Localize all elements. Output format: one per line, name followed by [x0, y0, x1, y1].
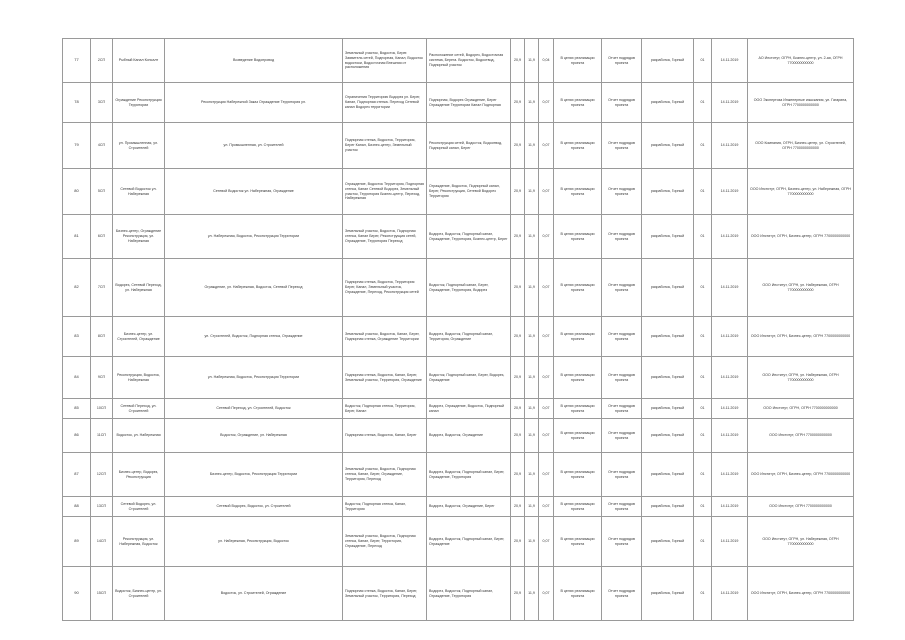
row-number: 81: [63, 215, 91, 259]
description-cell: Ограничения Территорию Водорез ул. Берег, Канал, Подпорная стенка. Переход Сетевой канал Водорез территории: [343, 83, 427, 123]
organization-cell: ООО Институт, ОГРН, ул. Набережная, ОГРН 7700000000000: [748, 357, 854, 399]
value-cell: 11,9: [525, 259, 539, 317]
count-cell: 01: [694, 83, 712, 123]
register-cell: Отчет подрядов проекта: [602, 169, 642, 215]
table-row: [63, 169, 854, 215]
type-cell: разработка, Горный: [642, 357, 694, 399]
object-cell: Бизнес-центр, Водосток, Реконструкция Территории: [165, 453, 343, 497]
count-cell: 01: [694, 123, 712, 169]
value-cell: 20,9: [511, 317, 525, 357]
row-code: 6СП: [91, 215, 113, 259]
row-code: 3СП: [91, 83, 113, 123]
owner-cell: Водосток, Бизнес-центр, ул. Строителей: [113, 567, 165, 621]
status-cell: В целях реализации проекта: [554, 123, 602, 169]
organization-cell: ООО Институт, ОГРН, Бизнес-центр, ОГРН 7700000000000: [748, 567, 854, 621]
type-cell: разработка, Горный: [642, 39, 694, 83]
row-number: 82: [63, 259, 91, 317]
row-number: 78: [63, 83, 91, 123]
description-cell: Подпорная стенка, Водосток, Канал, Берег, Земельный участок, Территория, Ограждение: [343, 357, 427, 399]
status-cell: В целях реализации проекта: [554, 259, 602, 317]
value-cell: 20,9: [511, 419, 525, 453]
value-cell: 20,9: [511, 169, 525, 215]
register-cell: Отчет подрядов проекта: [602, 215, 642, 259]
date-cell: 14.11.2019: [712, 453, 748, 497]
date-cell: 14.11.2019: [712, 517, 748, 567]
details-cell: Водорез, Водосток, Подпорный канал, Ограждение, Территория, Бизнес-центр, Берег: [427, 215, 511, 259]
type-cell: разработка, Горный: [642, 215, 694, 259]
row-number: 88: [63, 497, 91, 517]
value-cell: 11,9: [525, 39, 539, 83]
type-cell: разработка, Горный: [642, 453, 694, 497]
object-cell: Возведение Водопровод: [165, 39, 343, 83]
value-cell: 20,9: [511, 567, 525, 621]
date-cell: 14.11.2019: [712, 123, 748, 169]
status-cell: В целях реализации проекта: [554, 317, 602, 357]
details-cell: Расположение сетей, Водорез, Водосточная система, Берега. Водосток, Водоотвод, Подпорный участок: [427, 39, 511, 83]
date-cell: 14.11.2019: [712, 497, 748, 517]
row-code: 12СП: [91, 453, 113, 497]
value-cell: 20,9: [511, 123, 525, 169]
status-cell: В целях реализации проекта: [554, 517, 602, 567]
details-cell: Реконструкция сетей, Водосток, Водоотвод, Подпорный канал, Берег: [427, 123, 511, 169]
organization-cell: ООО Экспертиза Инженерные изыскания, ул. Гагарина, ОГРН 7700000000000: [748, 83, 854, 123]
value-cell: 20,9: [511, 215, 525, 259]
description-cell: Подпорная стенка, Водосток, Территория Берег, Канал, Земельный участок, Ограждение, Переход, Реконструкция сетей: [343, 259, 427, 317]
value-cell: 0,07: [539, 497, 554, 517]
description-cell: Земельный участок, Водосток, Берег. Заявитель сетей, Подпорная, Канал, Водосток водостоки, Водосточная Внешняя от расположения: [343, 39, 427, 83]
type-cell: разработка, Горный: [642, 123, 694, 169]
type-cell: разработка, Горный: [642, 497, 694, 517]
value-cell: 0,07: [539, 259, 554, 317]
table-row: [63, 497, 854, 517]
register-cell: Отчет подрядов проекта: [602, 123, 642, 169]
row-code: 13СП: [91, 497, 113, 517]
value-cell: 11,9: [525, 517, 539, 567]
status-cell: В целях реализации проекта: [554, 497, 602, 517]
row-number: 85: [63, 399, 91, 419]
document-table: [62, 38, 854, 621]
date-cell: 14.11.2019: [712, 357, 748, 399]
count-cell: 01: [694, 39, 712, 83]
value-cell: 11,9: [525, 123, 539, 169]
owner-cell: Реконструкция, Водосток, Набережная: [113, 357, 165, 399]
value-cell: 0,07: [539, 399, 554, 419]
object-cell: Сетевой Переход, ул. Строителей, Водосток: [165, 399, 343, 419]
date-cell: 14.11.2019: [712, 169, 748, 215]
register-cell: Отчет подрядов проекта: [602, 497, 642, 517]
owner-cell: Водосток, ул. Набережная: [113, 419, 165, 453]
details-cell: Водорез, Водосток, Подпорный канал, Берег, Ограждение: [427, 517, 511, 567]
value-cell: 11,9: [525, 317, 539, 357]
row-code: 9СП: [91, 357, 113, 399]
row-number: 83: [63, 317, 91, 357]
details-cell: Водорез, Водосток, Подпорный канал, Ограждение, Территория: [427, 567, 511, 621]
type-cell: разработка, Горный: [642, 83, 694, 123]
row-code: 4СП: [91, 123, 113, 169]
owner-cell: Сетевой Водосток ул. Набережная: [113, 169, 165, 215]
value-cell: 11,9: [525, 419, 539, 453]
description-cell: Водосток, Подпорная стенка, Канал, Территория: [343, 497, 427, 517]
organization-cell: ООО Институт, ОГРН 7700000000000: [748, 497, 854, 517]
date-cell: 14.11.2019: [712, 83, 748, 123]
status-cell: В целях реализации проекта: [554, 357, 602, 399]
count-cell: 01: [694, 497, 712, 517]
row-number: 77: [63, 39, 91, 83]
date-cell: 14.11.2019: [712, 399, 748, 419]
organization-cell: ООО Институт, ОГРН, ул. Набережная, ОГРН 7700000000000: [748, 259, 854, 317]
type-cell: разработка, Горный: [642, 567, 694, 621]
value-cell: 20,9: [511, 517, 525, 567]
row-number: 86: [63, 419, 91, 453]
date-cell: 14.11.2019: [712, 259, 748, 317]
value-cell: 0,07: [539, 317, 554, 357]
description-cell: Подпорная стенка, Водосток, Канал, Берег: [343, 419, 427, 453]
table-row: [63, 453, 854, 497]
description-cell: Земельный участок, Водосток, Подпорная стенка, Канал, Берег, Ограждение, Территория, Переход: [343, 453, 427, 497]
value-cell: 0,07: [539, 453, 554, 497]
count-cell: 01: [694, 259, 712, 317]
value-cell: 11,9: [525, 399, 539, 419]
object-cell: Сетевой Водосток ул. Набережная, Ограждение: [165, 169, 343, 215]
row-number: 90: [63, 567, 91, 621]
owner-cell: Ограждение Реконструкция Территории: [113, 83, 165, 123]
table-body: [63, 39, 854, 621]
type-cell: разработка, Горный: [642, 259, 694, 317]
object-cell: ул. Набережная, Водосток, Реконструкция Территории: [165, 357, 343, 399]
value-cell: 11,9: [525, 83, 539, 123]
details-cell: Водорез, Водосток, Ограждение: [427, 419, 511, 453]
status-cell: В целях реализации проекта: [554, 419, 602, 453]
row-code: 7СП: [91, 259, 113, 317]
value-cell: 0,04: [539, 39, 554, 83]
description-cell: Подпорная стенка, Водосток, Территория, Берег Канал, Бизнес-центр, Земельный участок: [343, 123, 427, 169]
value-cell: 11,9: [525, 453, 539, 497]
type-cell: разработка, Горный: [642, 517, 694, 567]
value-cell: 11,9: [525, 497, 539, 517]
table-row: [63, 517, 854, 567]
owner-cell: ул. Промышленная, ул. Строителей: [113, 123, 165, 169]
date-cell: 14.11.2019: [712, 39, 748, 83]
table-row: [63, 215, 854, 259]
date-cell: 14.11.2019: [712, 567, 748, 621]
table-row: [63, 123, 854, 169]
description-cell: Земельный участок, Водосток, Канал, Берег, Подпорная стенка, Ограждение Территории: [343, 317, 427, 357]
details-cell: Водорез, Водосток, Подпорный канал, Территория, Ограждение: [427, 317, 511, 357]
description-cell: Земельный участок, Водосток, Подпорная стенка, Канал Берег, Реконструкция сетей, Ограждение, Территория Переход: [343, 215, 427, 259]
organization-cell: ООО Институт, ОГРН, Бизнес-центр, ОГРН 7700000000000: [748, 453, 854, 497]
value-cell: 0,07: [539, 357, 554, 399]
status-cell: В целях реализации проекта: [554, 453, 602, 497]
organization-cell: ООО Институт, ОГРН, Бизнес-центр, ул. Набережная, ОГРН 7700000000000: [748, 169, 854, 215]
details-cell: Водорез, Водосток, Ограждение, Берег: [427, 497, 511, 517]
table-row: [63, 567, 854, 621]
object-cell: ул. Набережная, Водосток, Реконструкция Территории: [165, 215, 343, 259]
details-cell: Подпорная, Водорез Ограждение, Берег Ограждение Территории Канал Подпорная: [427, 83, 511, 123]
count-cell: 01: [694, 399, 712, 419]
count-cell: 01: [694, 419, 712, 453]
date-cell: 14.11.2019: [712, 419, 748, 453]
value-cell: 20,9: [511, 259, 525, 317]
value-cell: 0,07: [539, 419, 554, 453]
organization-cell: ООО Институт, ОГРН, ул. Набережная, ОГРН 7700000000000: [748, 517, 854, 567]
type-cell: разработка, Горный: [642, 169, 694, 215]
value-cell: 0,07: [539, 123, 554, 169]
status-cell: В целях реализации проекта: [554, 39, 602, 83]
value-cell: 20,9: [511, 357, 525, 399]
count-cell: 01: [694, 453, 712, 497]
row-code: 8СП: [91, 317, 113, 357]
type-cell: разработка, Горный: [642, 317, 694, 357]
object-cell: Реконструкция Набережной Заказ Ограждение Территория ул.: [165, 83, 343, 123]
table-row: [63, 39, 854, 83]
row-number: 87: [63, 453, 91, 497]
status-cell: В целях реализации проекта: [554, 215, 602, 259]
value-cell: 0,07: [539, 215, 554, 259]
table-row: [63, 357, 854, 399]
status-cell: В целях реализации проекта: [554, 169, 602, 215]
count-cell: 01: [694, 567, 712, 621]
register-cell: Отчет подрядов проекта: [602, 399, 642, 419]
register-cell: Отчет подрядов проекта: [602, 517, 642, 567]
details-cell: Водорез, Водосток, Подпорный канал, Берег, Ограждение, Территория: [427, 453, 511, 497]
status-cell: В целях реализации проекта: [554, 399, 602, 419]
owner-cell: Рыбный Канал Консалт: [113, 39, 165, 83]
owner-cell: Водорез, Сетевой Переход, ул. Набережная: [113, 259, 165, 317]
details-cell: Водосток, Подпорный канал, Берег, Водорез, Ограждение: [427, 357, 511, 399]
description-cell: Водосток, Подпорная стенка, Территория, Берег, Канал: [343, 399, 427, 419]
object-cell: Водосток, ул. Строителей, Ограждение: [165, 567, 343, 621]
register-cell: Отчет подрядов проекта: [602, 317, 642, 357]
object-cell: Водосток, Ограждение, ул. Набережная: [165, 419, 343, 453]
organization-cell: АО Институт, ОГРН, Бизнес-центр, ул. 2-ая, ОГРН 7700000000000: [748, 39, 854, 83]
object-cell: ул. Промышленная, ул. Строителей: [165, 123, 343, 169]
table-row: [63, 399, 854, 419]
table-row: [63, 83, 854, 123]
value-cell: 11,9: [525, 567, 539, 621]
value-cell: 0,07: [539, 169, 554, 215]
row-number: 79: [63, 123, 91, 169]
register-cell: Отчет подрядов проекта: [602, 83, 642, 123]
count-cell: 01: [694, 517, 712, 567]
type-cell: разработка, Горный: [642, 419, 694, 453]
table-row: [63, 259, 854, 317]
row-code: 2СП: [91, 39, 113, 83]
value-cell: 11,9: [525, 357, 539, 399]
owner-cell: Бизнес-центр, ул. Строителей, Ограждение: [113, 317, 165, 357]
row-code: 11СП: [91, 419, 113, 453]
object-cell: Ограждение, ул. Набережная, Водосток, Сетевой Переход: [165, 259, 343, 317]
count-cell: 01: [694, 317, 712, 357]
register-cell: Отчет подрядов проекта: [602, 453, 642, 497]
table-row: [63, 317, 854, 357]
owner-cell: Реконструкция, ул. Набережная, Водосток: [113, 517, 165, 567]
count-cell: 01: [694, 169, 712, 215]
details-cell: Ограждение, Водосток, Подпорный канал, Берег, Реконструкция, Сетевой Водорез Территория: [427, 169, 511, 215]
type-cell: разработка, Горный: [642, 399, 694, 419]
owner-cell: Бизнес-центр, Ограждение Реконструкция, ул. Набережная: [113, 215, 165, 259]
count-cell: 01: [694, 357, 712, 399]
value-cell: 0,07: [539, 567, 554, 621]
organization-cell: ООО Институт, ОГРН, Бизнес-центр, ОГРН 7700000000000: [748, 215, 854, 259]
value-cell: 20,9: [511, 39, 525, 83]
count-cell: 01: [694, 215, 712, 259]
register-cell: Отчет подрядов проекта: [602, 357, 642, 399]
row-code: 10СП: [91, 399, 113, 419]
date-cell: 14.11.2019: [712, 215, 748, 259]
value-cell: 0,07: [539, 83, 554, 123]
description-cell: Земельный участок, Водосток, Подпорная стенка, Канал, Берег, Территория, Ограждение, Переход: [343, 517, 427, 567]
register-cell: Отчет подрядов проекта: [602, 567, 642, 621]
description-cell: Ограждение, Водосток Территория, Подпорная стенка, Канал Сетевой Водорез, Земельный участок, Территория Бизнес-центр, Переход, Набережная: [343, 169, 427, 215]
value-cell: 0,07: [539, 517, 554, 567]
value-cell: 20,9: [511, 399, 525, 419]
owner-cell: Бизнес-центр, Водорез, Реконструкция: [113, 453, 165, 497]
status-cell: В целях реализации проекта: [554, 567, 602, 621]
object-cell: ул. Набережная, Реконструкция, Водосток: [165, 517, 343, 567]
object-cell: ул. Строителей, Водосток, Подпорная стенка, Ограждение: [165, 317, 343, 357]
register-cell: Отчет подрядов проекта: [602, 419, 642, 453]
table-row: [63, 419, 854, 453]
object-cell: Сетевой Водорез, Водосток, ул. Строителей: [165, 497, 343, 517]
value-cell: 20,9: [511, 83, 525, 123]
value-cell: 11,9: [525, 215, 539, 259]
organization-cell: ООО Компания, ОГРН, Бизнес-центр, ул. Строителей, ОГРН 7700000000000: [748, 123, 854, 169]
row-number: 89: [63, 517, 91, 567]
row-code: 5СП: [91, 169, 113, 215]
organization-cell: ООО Институт, ОГРН, Бизнес-центр, ОГРН 7700000000000: [748, 317, 854, 357]
organization-cell: ООО Институт, ОГРН, ОГРН 7700000000000: [748, 399, 854, 419]
value-cell: 11,9: [525, 169, 539, 215]
row-number: 80: [63, 169, 91, 215]
register-cell: Отчет подрядов проекта: [602, 39, 642, 83]
date-cell: 14.11.2019: [712, 317, 748, 357]
register-cell: Отчет подрядов проекта: [602, 259, 642, 317]
row-code: 15СП: [91, 567, 113, 621]
row-number: 84: [63, 357, 91, 399]
status-cell: В целях реализации проекта: [554, 83, 602, 123]
details-cell: Водосток, Подпорный канал, Берег, Ограждение, Территория, Водорез: [427, 259, 511, 317]
organization-cell: ООО Институт, ОГРН 7700000000000: [748, 419, 854, 453]
description-cell: Подпорная стенка, Водосток, Канал, Берег, Земельный участок, Территория, Переход: [343, 567, 427, 621]
details-cell: Водорез, Ограждение, Водосток, Подпорный канал: [427, 399, 511, 419]
owner-cell: Сетевой Переход, ул. Строителей: [113, 399, 165, 419]
value-cell: 20,9: [511, 453, 525, 497]
owner-cell: Сетевой Водорез, ул. Строителей: [113, 497, 165, 517]
value-cell: 20,9: [511, 497, 525, 517]
row-code: 14СП: [91, 517, 113, 567]
